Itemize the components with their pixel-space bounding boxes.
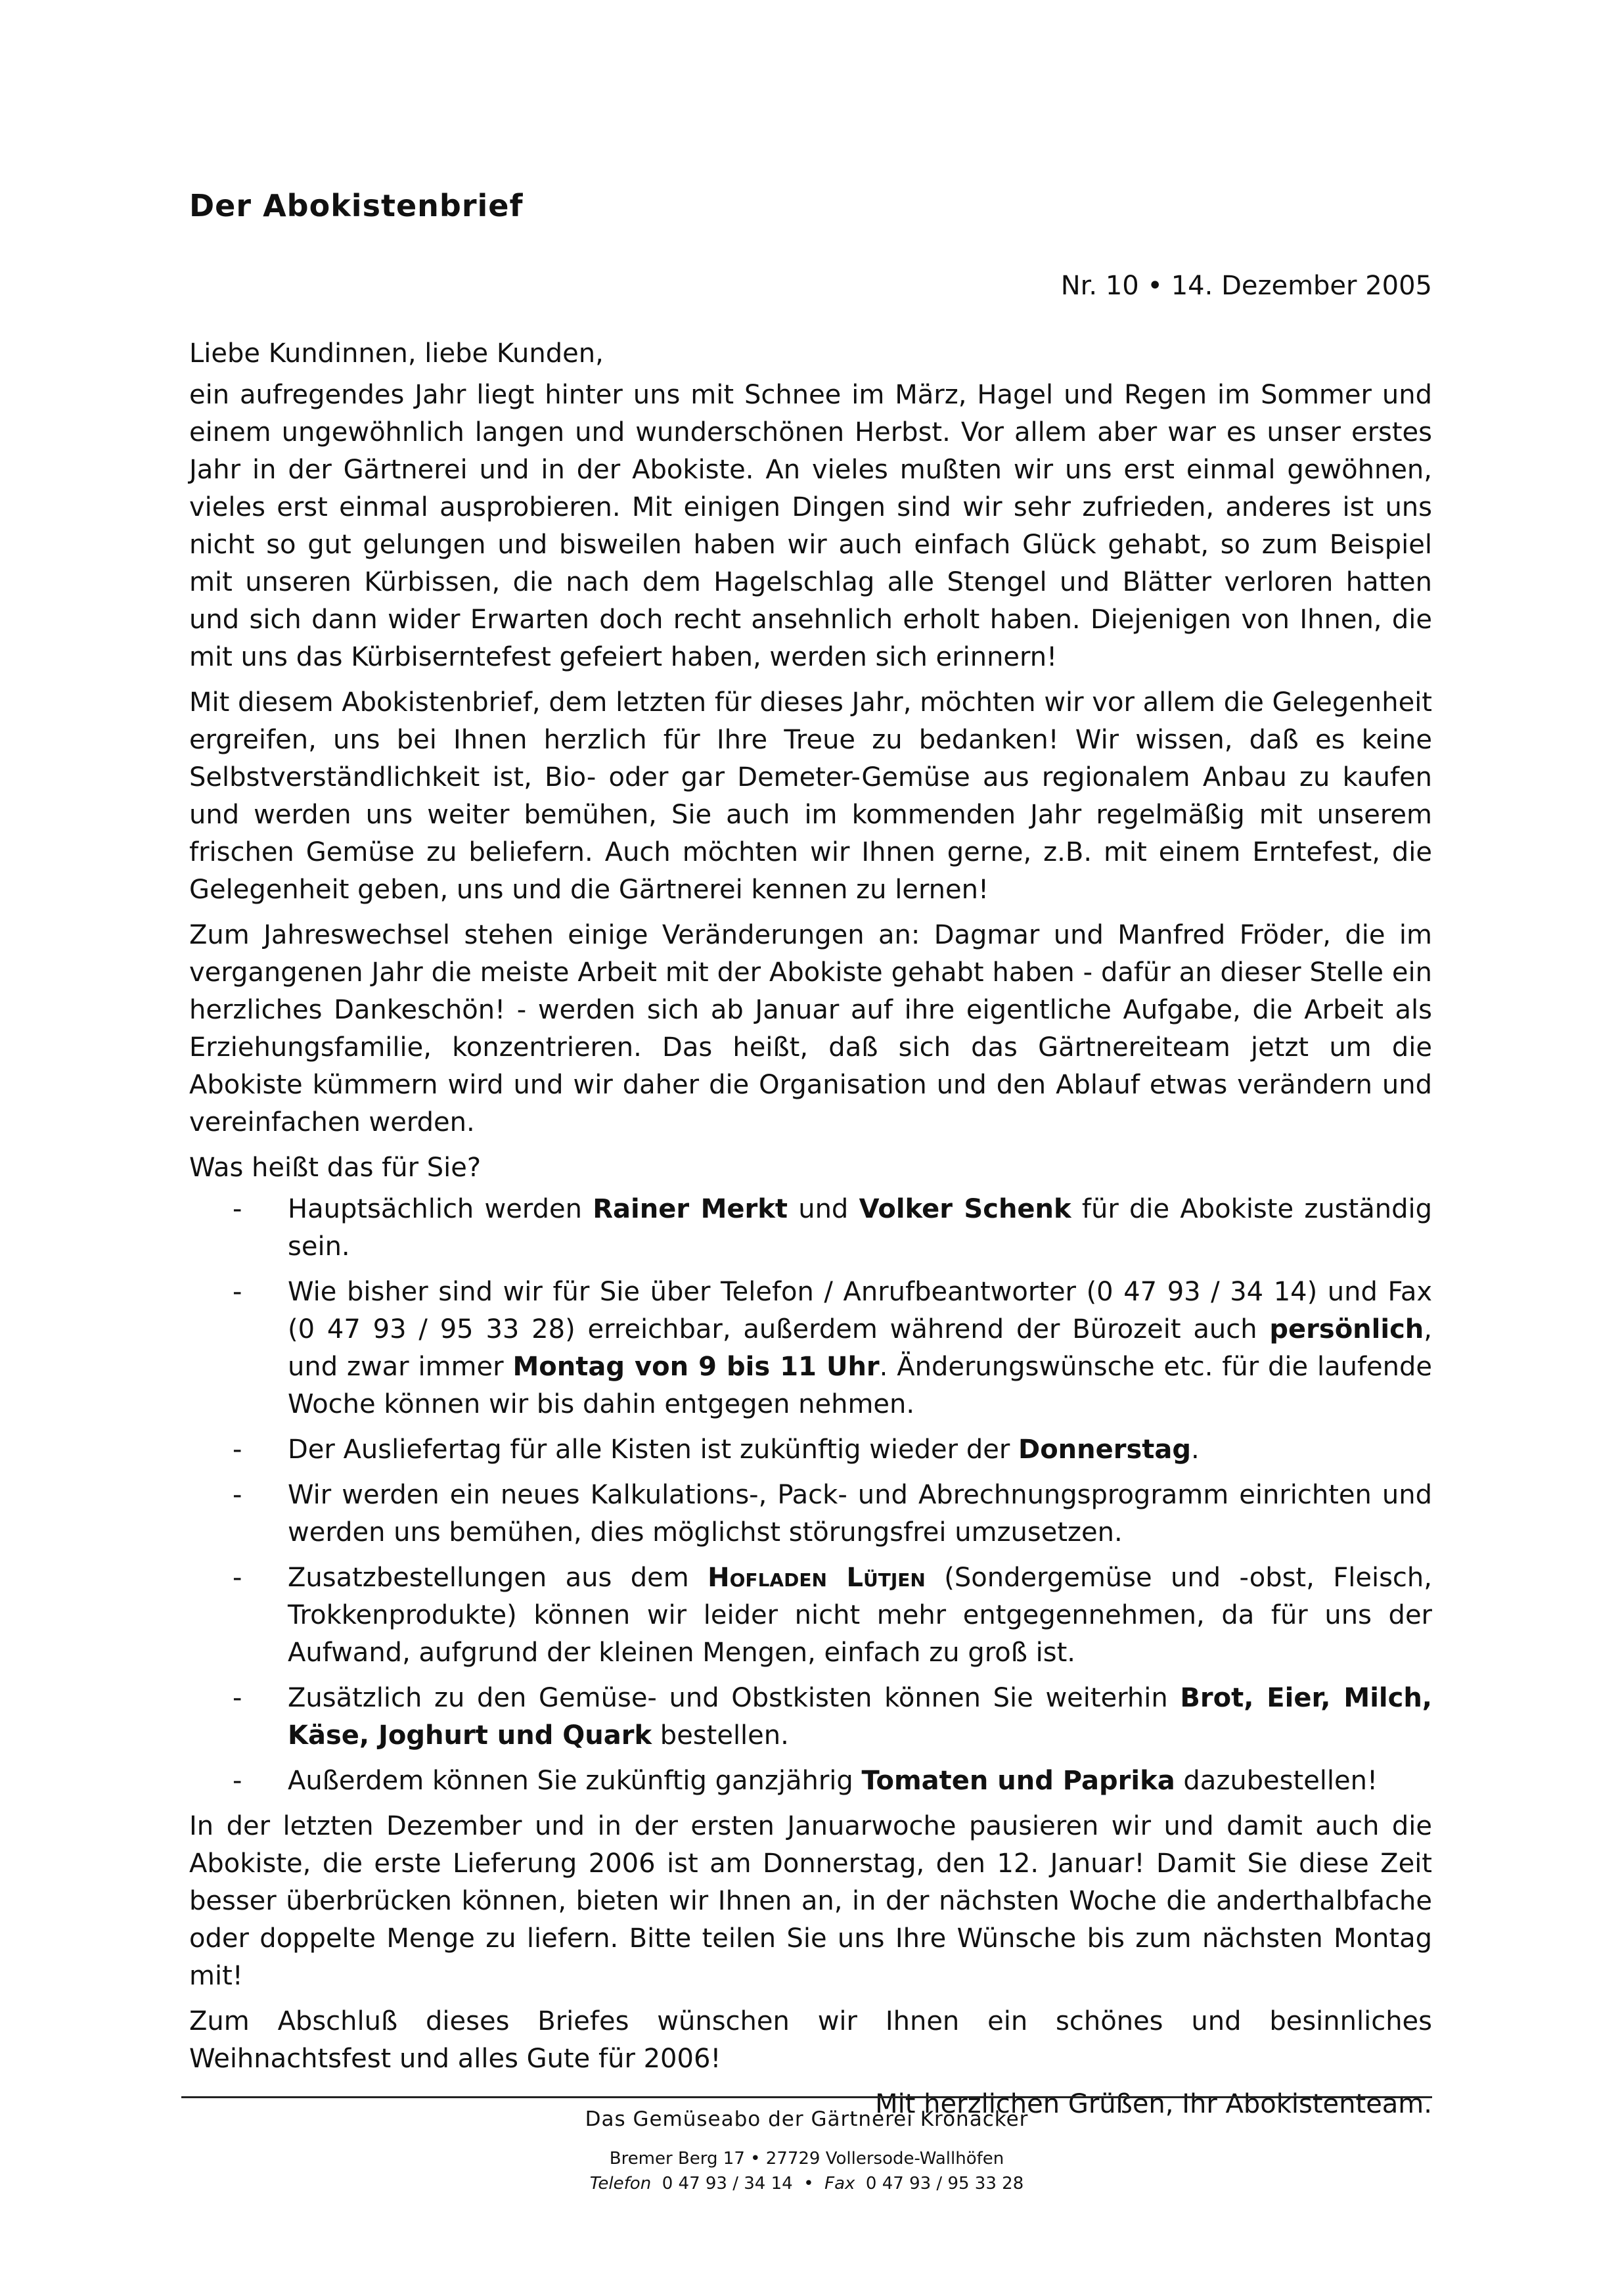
footer-divider bbox=[181, 2096, 1432, 2098]
list-dash: - bbox=[233, 1683, 242, 1713]
shop-name: Hofladen Lütjen bbox=[708, 1563, 926, 1593]
list-item bbox=[189, 1559, 1432, 1672]
list-text: dazubestellen! bbox=[1175, 1766, 1378, 1796]
list-item bbox=[189, 1762, 1432, 1800]
list-bold-text: Rainer Merkt bbox=[593, 1194, 788, 1224]
fax-label: Fax bbox=[824, 2174, 855, 2193]
paragraph-year-review: ein aufregendes Jahr liegt hinter uns mit Schnee im März, Hagel und Regen im Sommer und einem ungewöhnlich langen und wunderschönen Herbst. Vor allem aber war es unser erstes Jahr in der Gärtnerei und in der Abokiste. An vieles mußten wir uns erst einmal gewöhnen, vieles erst einmal ausprobieren. Mit einigen Dingen sind wir sehr zufrieden, anderes ist uns nicht so gut gelungen und bisweilen haben wir auch einfach Glück gehabt, so zum Beispiel mit unseren Kürbissen, die nach dem Hagelschlag alle Stengel und Blätter verloren hatten und sich dann wider Erwarten doch recht ansehnlich erholt haben. Diejenigen von Ihnen, die mit uns das Kürbiserntefest gefeiert haben, werden sich erinnern! bbox=[189, 380, 1432, 672]
paragraph-closing-wishes: Zum Abschluß dieses Briefes wünschen wir Ihnen ein schönes und besinnliches Weihnachtsfest und alles Gute für 2006! bbox=[189, 2006, 1432, 2074]
list-item bbox=[189, 1191, 1432, 1266]
list-item bbox=[189, 1274, 1432, 1423]
list-dash: - bbox=[233, 1480, 242, 1510]
fax-number: 0 47 93 / 95 33 28 bbox=[865, 2174, 1024, 2193]
question-heading: Was heißt das für Sie? bbox=[189, 1153, 482, 1183]
list-text: Wir werden ein neues Kalkulations-, Pack- und Abrechnungsprogramm einrichten und werden uns bemühen, dies möglichst störungsfrei umzusetzen. bbox=[288, 1480, 1432, 1548]
phone-number: 0 47 93 / 34 14 bbox=[662, 2174, 793, 2193]
list-text: . bbox=[1191, 1435, 1200, 1465]
footer-contact bbox=[181, 2171, 1432, 2196]
issue-date: Nr. 10 • 14. Dezember 2005 bbox=[1060, 271, 1432, 301]
list-dash: - bbox=[233, 1194, 242, 1224]
list-text: Wie bisher sind wir für Sie über Telefon / Anrufbeantworter (0 47 93 / 34 14) und Fax (0 47 93 / 95 33 28) erreichbar, außerdem während der Bürozeit auch bbox=[288, 1277, 1432, 1344]
list-bold-text: Montag von 9 bis 11 Uhr bbox=[512, 1352, 880, 1382]
phone-label: Telefon bbox=[589, 2174, 652, 2193]
list-dash: - bbox=[233, 1563, 242, 1593]
salutation: Liebe Kundinnen, liebe Kunden, bbox=[189, 338, 604, 369]
paragraph-holiday-break: In der letzten Dezember und in der ersten Januarwoche pausieren wir und damit auch die Abokiste, die erste Lieferung 2006 ist am Donnerstag, den 12. Januar! Damit Sie diese Zeit besser überbrücken können, bieten wir Ihnen an, in der nächsten Woche die anderthalbfache oder doppelte Menge zu liefern. Bitte teilen Sie uns Ihre Wünsche bis zum nächsten Montag mit! bbox=[189, 1811, 1432, 1991]
list-bold-text: persönlich bbox=[1269, 1314, 1424, 1344]
changes-list bbox=[189, 1191, 1432, 1800]
footer-separator: • bbox=[803, 2174, 814, 2193]
list-text: Außerdem können Sie zukünftig ganzjährig bbox=[288, 1766, 862, 1796]
list-bold-text: Volker Schenk bbox=[859, 1194, 1071, 1224]
footer-organization: Das Gemüseabo der Gärtnerei Kronacker bbox=[585, 2107, 1029, 2131]
signoff: Mit herzlichen Grüßen, Ihr Abokistenteam. bbox=[875, 2089, 1432, 2119]
list-text: . Änderungswünsche etc. für die laufende Woche können wir bis dahin entgegen nehmen. bbox=[288, 1352, 1432, 1419]
list-dash: - bbox=[233, 1277, 242, 1307]
list-text: für die Abokiste zuständig sein. bbox=[288, 1194, 1432, 1262]
list-item bbox=[189, 1477, 1432, 1551]
list-dash: - bbox=[233, 1435, 242, 1465]
letter-footer bbox=[181, 2103, 1432, 2196]
list-text: (Sondergemüse und -obst, Fleisch, Trokkenprodukte) können wir leider nicht mehr entgegennehmen, da für uns der Aufwand, aufgrund der kleinen Mengen, einfach zu groß ist. bbox=[288, 1563, 1432, 1668]
list-item bbox=[189, 1431, 1432, 1469]
list-text: Der Ausliefertag für alle Kisten ist zukünftig wieder der bbox=[288, 1435, 1018, 1465]
paragraph-changes: Zum Jahreswechsel stehen einige Veränderungen an: Dagmar und Manfred Fröder, die im vergangenen Jahr die meiste Arbeit mit der Abokiste gehabt haben - dafür an dieser Stelle ein herzliches Dankeschön! - werden sich ab Januar auf ihre eigentliche Aufgabe, die Arbeit als Erziehungsfamilie, konzentrieren. Das heißt, daß sich das Gärtnereiteam jetzt um die Abokiste kümmern wird und wir daher die Organisation und den Ablauf etwas verändern und vereinfachen werden. bbox=[189, 920, 1432, 1137]
list-item bbox=[189, 1680, 1432, 1755]
letter-title: Der Abokistenbrief bbox=[189, 188, 524, 223]
list-text: und bbox=[787, 1194, 859, 1224]
list-bold-text: Brot, Eier, Milch, Käse, Joghurt und Quark bbox=[288, 1683, 1432, 1751]
footer-address: Bremer Berg 17 • 27729 Vollersode-Wallhöfen bbox=[609, 2149, 1004, 2169]
list-bold-text: Tomaten und Paprika bbox=[861, 1766, 1175, 1796]
list-text: Zusatzbestellungen aus dem bbox=[288, 1563, 708, 1593]
list-text: Hauptsächlich werden bbox=[288, 1194, 593, 1224]
list-text: bestellen. bbox=[652, 1720, 789, 1751]
list-text: , und zwar immer bbox=[288, 1314, 1432, 1382]
list-dash: - bbox=[233, 1766, 242, 1796]
paragraph-thanks: Mit diesem Abokistenbrief, dem letzten für dieses Jahr, möchten wir vor allem die Gelegenheit ergreifen, uns bei Ihnen herzlich für Ihre Treue zu bedanken! Wir wissen, daß es keine Selbstverständlichkeit ist, Bio- oder gar Demeter-Gemüse aus regionalem Anbau zu kaufen und werden uns weiter bemühen, Sie auch im kommenden Jahr regelmäßig mit unserem frischen Gemüse zu beliefern. Auch möchten wir Ihnen gerne, z.B. mit einem Erntefest, die Gelegenheit geben, uns und die Gärtnerei kennen zu lernen! bbox=[189, 687, 1432, 905]
list-text: Zusätzlich zu den Gemüse- und Obstkisten können Sie weiterhin bbox=[288, 1683, 1181, 1713]
letter-body bbox=[189, 335, 1432, 2131]
list-bold-text: Donnerstag bbox=[1018, 1435, 1192, 1465]
